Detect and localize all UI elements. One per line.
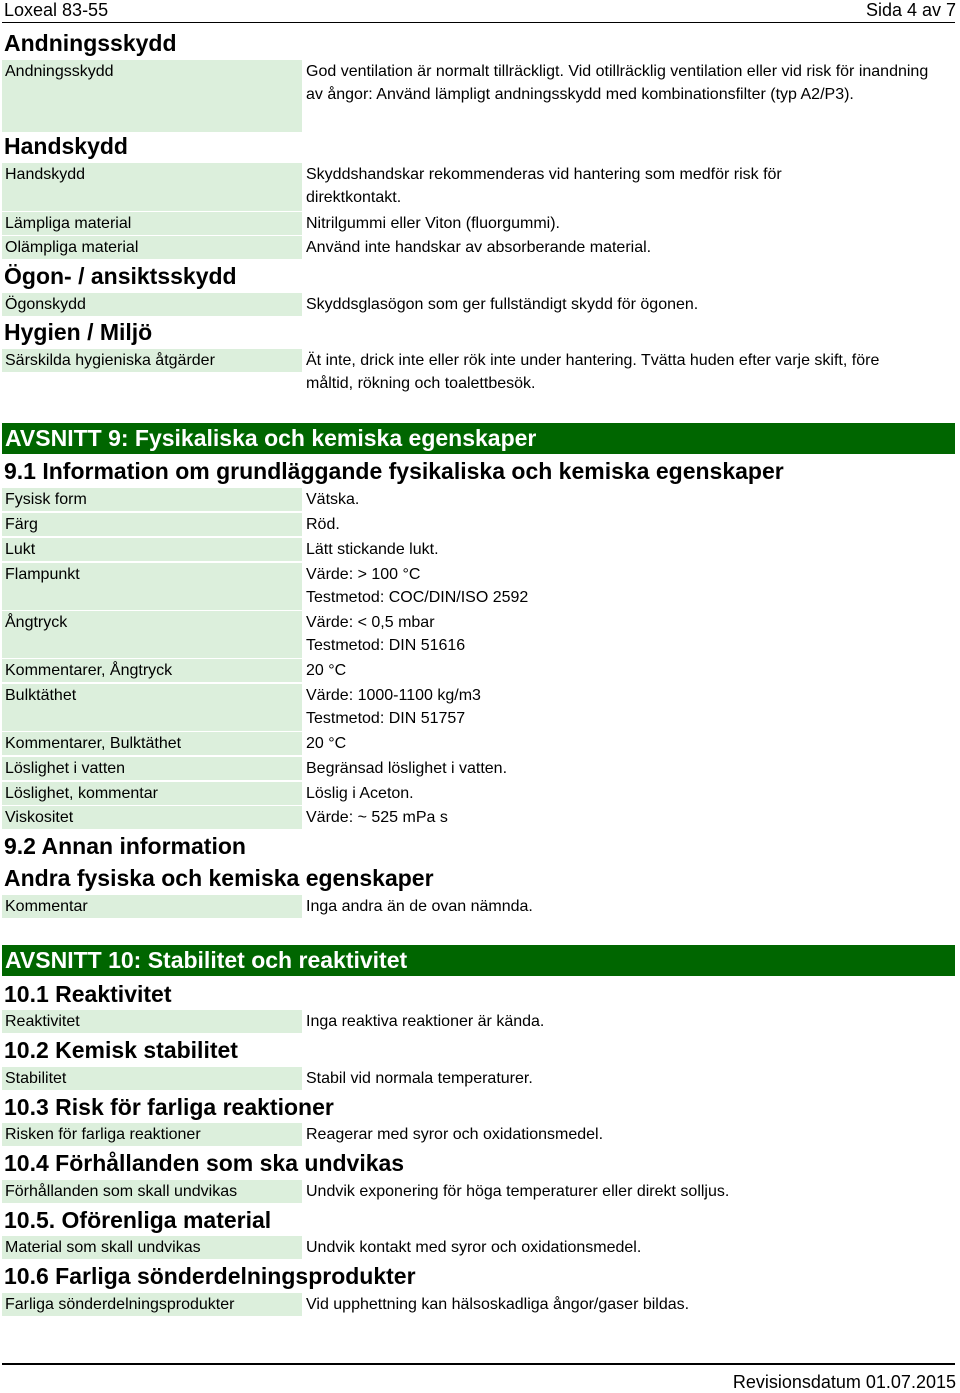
eyes-heading: Ögon- / ansiktsskydd [4, 263, 237, 289]
prop-label: Ångtryck [2, 611, 302, 658]
hygiene-label: Särskilda hygieniska åtgärder [2, 349, 302, 372]
prop-label: Kommentarer, Ångtryck [2, 659, 302, 682]
comment-value: Inga andra än de ovan nämnda. [306, 898, 533, 915]
stability-label: Stabilitet [2, 1067, 302, 1090]
prop-label: Viskositet [2, 806, 302, 829]
prop-value: Lätt stickande lukt. [306, 541, 439, 558]
conditions-avoid-value: Undvik exponering för höga temperaturer eller direkt solljus. [306, 1183, 730, 1200]
hands-heading: Handskydd [4, 133, 128, 159]
section-10-3-heading: 10.3 Risk för farliga reaktioner [4, 1094, 334, 1120]
footer-rule [2, 1363, 955, 1365]
reactivity-label: Reaktivitet [2, 1010, 302, 1033]
prop-label: Löslighet, kommentar [2, 782, 302, 805]
prop-value: Värde: < 0,5 mbar [306, 614, 435, 631]
prop-label: Löslighet i vatten [2, 757, 302, 780]
prop-label: Färg [2, 513, 302, 536]
prop-value: Värde: > 100 °C [306, 566, 421, 583]
unsuitable-material-label: Olämpliga material [2, 236, 302, 259]
prop-label: Flampunkt [2, 563, 302, 610]
prop-value-method: Testmetod: COC/DIN/ISO 2592 [306, 589, 529, 606]
prop-value: Löslig i Aceton. [306, 785, 414, 802]
section-10-5-heading: 10.5. Oförenliga material [4, 1207, 272, 1233]
eyes-value: Skyddsglasögon som ger fullständigt skydd för ögonen. [306, 296, 699, 313]
unsuitable-material-value: Använd inte handskar av absorberande material. [306, 239, 652, 256]
suitable-material-label: Lämpliga material [2, 212, 302, 235]
prop-label: Lukt [2, 538, 302, 561]
section-10-6-heading: 10.6 Farliga sönderdelningsprodukter [4, 1263, 416, 1289]
revision-date: Revisionsdatum 01.07.2015 [732, 1372, 956, 1392]
suitable-material-value: Nitrilgummi eller Viton (fluorgummi). [306, 215, 560, 232]
eyes-label: Ögonskydd [2, 293, 302, 316]
prop-value: Värde: ~ 525 mPa s [306, 809, 448, 826]
page-number: Sida 4 av 7 [865, 0, 956, 20]
decomposition-value: Vid upphettning kan hälsoskadliga ångor/gaser bildas. [306, 1296, 690, 1313]
section-10-1-heading: 10.1 Reaktivitet [4, 981, 172, 1007]
incompatible-label: Material som skall undvikas [2, 1236, 302, 1259]
comment-label: Kommentar [2, 895, 302, 918]
decomposition-label: Farliga sönderdelningsprodukter [2, 1293, 302, 1316]
prop-value-method: Testmetod: DIN 51757 [306, 710, 466, 727]
incompatible-value: Undvik kontakt med syror och oxidationsmedel. [306, 1239, 642, 1256]
prop-label: Fysisk form [2, 488, 302, 511]
reactivity-value: Inga reaktiva reaktioner är kända. [306, 1013, 545, 1030]
prop-value: 20 °C [306, 735, 347, 752]
prop-label: Kommentarer, Bulktäthet [2, 732, 302, 755]
prop-value: Vätska. [306, 491, 360, 508]
prop-value: Röd. [306, 516, 340, 533]
prop-label: Bulktäthet [2, 684, 302, 731]
section-9-1-heading: 9.1 Information om grundläggande fysikaliska och kemiska egenskaper [4, 458, 784, 484]
section-9-2-heading: 9.2 Annan information [4, 833, 246, 859]
prop-value: 20 °C [306, 662, 347, 679]
hygiene-heading: Hygien / Miljö [4, 319, 153, 345]
hygiene-value: Ät inte, drick inte eller rök inte under hantering. Tvätta huden efter varje skift, före måltid, rökning och toalettbesök. [306, 352, 880, 392]
other-properties-heading: Andra fysiska och kemiska egenskaper [4, 865, 434, 891]
hands-value: Skyddshandskar rekommenderas vid hantering som medför risk för direktkontakt. [306, 166, 782, 206]
prop-value: Värde: 1000-1100 kg/m3 [306, 687, 481, 704]
breathing-value: God ventilation är normalt tillräckligt. Vid otillräcklig ventilation eller vid risk för inandning av ångor: Använd lämpligt andningsskydd med kombinationsfilter (typ A2/P3). [306, 63, 929, 103]
product-name: Loxeal 83-55 [4, 0, 109, 20]
section-10-title: AVSNITT 10: Stabilitet och reaktivitet [2, 945, 955, 976]
hands-label: Handskydd [2, 163, 302, 211]
hazardous-reactions-label: Risken för farliga reaktioner [2, 1123, 302, 1146]
prop-value: Begränsad löslighet i vatten. [306, 760, 508, 777]
breathing-heading: Andningsskydd [4, 30, 177, 56]
conditions-avoid-label: Förhållanden som skall undvikas [2, 1180, 302, 1203]
header-rule [2, 22, 955, 23]
breathing-label: Andningsskydd [2, 60, 302, 132]
section-10-2-heading: 10.2 Kemisk stabilitet [4, 1037, 238, 1063]
prop-value-method: Testmetod: DIN 51616 [306, 637, 466, 654]
section-10-4-heading: 10.4 Förhållanden som ska undvikas [4, 1150, 405, 1176]
section-9-title: AVSNITT 9: Fysikaliska och kemiska egenskaper [2, 423, 955, 454]
hazardous-reactions-value: Reagerar med syror och oxidationsmedel. [306, 1126, 604, 1143]
stability-value: Stabil vid normala temperaturer. [306, 1070, 533, 1087]
